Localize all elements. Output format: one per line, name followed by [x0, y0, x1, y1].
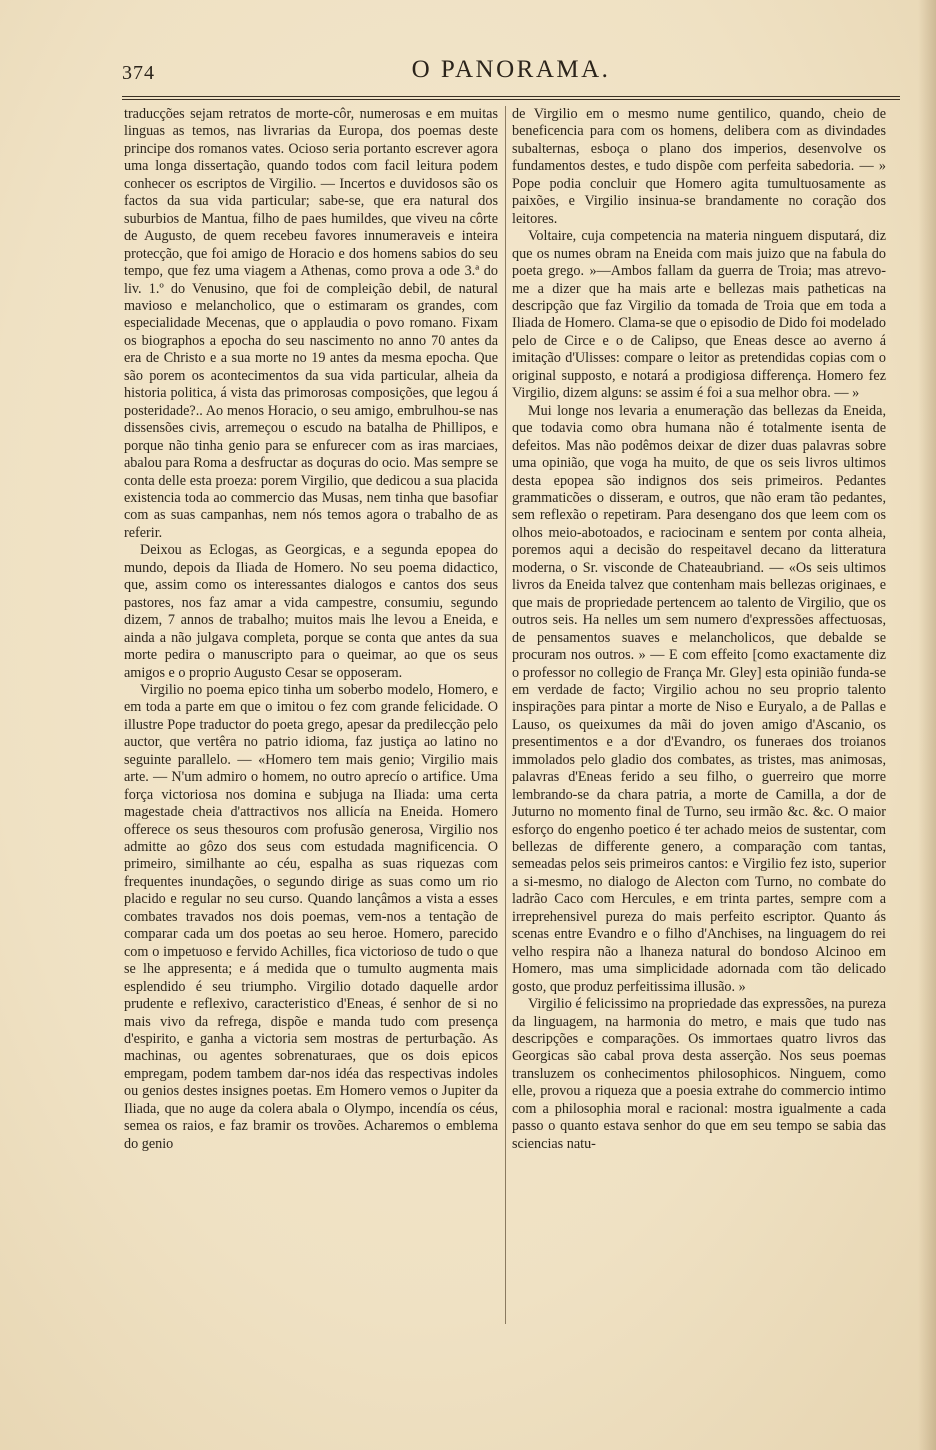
- paragraph: Virgilio é felicissimo na propriedade das expressões, na pureza da linguagem, na harmonia do metro, e mais que tudo nas descripções e comparações. Os immortaes quatro livros das Georgicas são cabal prova desta asserção. Nos seus poemas transluzem os conhecimentos philosophicos. Ninguem, como elle, provou a riqueza que a poesia extrahe do commercio intimo com a philosophia moral e racional: mostra igualmente a cada passo o quanto estava senhor do que em seu tempo se sabia das sciencias natu-: [512, 996, 886, 1152]
- right-column: [512, 106, 886, 1326]
- paragraph: Mui longe nos levaria a enumeração das bellezas da Eneida, que todavia como obra humana não é totalmente isenta de defeitos. Mas não podêmos deixar de dizer duas palavras sobre uma opinião, que voga ha muito, de que os seis livros ultimos desta epopea são indignos dos seis primeiros. Pedantes grammaticões o disseram, e outros, que não eram tão pedantes, sem reflexão o repetiram. Para desengano dos que leem com os olhos meio-abotoados, e raciocinam e sentem por conta alheia, poremos aqui a decisão do respeitavel decano da litteratura moderna, o Sr. visconde de Chateaubriand. — «Os seis ultimos livros da Eneida talvez que contenham mais bellezas originaes, e que mais de propriedade pertencem ao talento de Virgilio, que os outros seis. Ha nelles um sem numero d'expressões affectuosas, de pensamentos suaves e melancholicos, que debalde se procuram nos outros. » — E com effeito [como exactamente diz o professor no collegio de França Mr. Gley] esta opinião funda-se em verdade de facto; Virgilio achou no seu proprio talento inspirações para pintar a morte de Niso e Euryalo, a de Pallas e Lauso, os queixumes da mãi do joven amigo d'Ascanio, os presentimentos e a dor d'Evandro, os funeraes dos troianos immolados pelo gladio dos combates, as tristes, mas animosas, palavras d'Eneas ferido a seu filho, o guerreiro que morre lembrando-se da chara patria, a morte de Camilla, a dor de Juturno no momento final de Turno, seu irmão &c. &c. O maior esforço do engenho poetico é ter achado meios de sustentar, com bellezas de differente genero, a comparação com tantas, semeadas pelos seis primeiros cantos: e Virgilio fez isto, superior a si-mesmo, no dialogo de Alecton com Turno, no combate do ladrão Caco com Hercules, e em trinta partes, sempre com a irreprehensivel pureza do mais perfeito escriptor. Quanto ás scenas entre Evandro e o filho d'Anchises, na linguagem do rei velho respira não a lhaneza natural do bondoso Alcinoo em Homero, mas uma simplicidade adornada com tão delicado gosto, que produz perfeitissima illusão. »: [512, 402, 886, 995]
- page-header: [122, 56, 900, 90]
- left-column: [124, 106, 498, 1326]
- header-rule: [122, 96, 900, 100]
- paragraph: de Virgilio em o mesmo nume gentilico, quando, cheio de beneficencia para com os homens, delibera com as divindades subalternas, esboça o plano dos imperios, desenvolve os fundamentos destes, e tudo dispõe com perfeita sabedoria. — » Pope podia concluir que Homero agita tumultuosamente as paixões, e Virgilio insinua-se brandamente no coração dos leitores.: [512, 106, 886, 227]
- paragraph: Deixou as Eclogas, as Georgicas, e a segunda epopea do mundo, depois da Iliada de Homero. No seu poema didactico, que, assim como os interessantes dialogos e cantos dos seus pastores, nos faz amar a vida campestre, consumiu, segundo dizem, 7 annos de trabalho; muitos mais lhe levou a Eneida, e ainda a não julgava completa, porque se conta que antes da sua morte pedira o manuscripto para o queimar, ao que os seus amigos e o proprio Augusto Cesar se opposeram.: [124, 542, 498, 681]
- page-number: 374: [122, 62, 155, 84]
- paragraph: Virgilio no poema epico tinha um soberbo modelo, Homero, e em toda a parte em que o imitou o fez com grande felicidade. O illustre Pope traductor do poeta grego, apesar da predilecção pelo auctor, que vertêra no patrio idioma, faz justiça ao latino no seguinte parallelo. — «Homero tem mais genio; Virgilio mais arte. — N'um admiro o homem, no outro aprecío o artifice. Uma força victoriosa nos domina e subjuga na Iliada: uma certa magestade cheia d'attractivos nos allicía na Eneida. Homero offerece os seus thesouros com profusão generosa, Virgilio nos admitte ao gôzo dos seus com estudada magnificencia. O primeiro, similhante ao céu, espalha as suas riquezas com frequentes inundações, o segundo dirige as suas como um rio placido e regular no seu curso. Quando lançâmos a vista a esses combates travados nos dois poemas, vem-nos a tentação de comparar cada um dos poetas ao seu heroe. Homero, parecido com o impetuoso e fervido Achilles, fica victorioso de tudo o que se lhe appresenta; e á medida que o tumulto augmenta mais esplendido é seu triumpho. Virgilio dotado daquelle ardor prudente e reflexivo, caracteristico d'Eneas, é senhor de si no mais vivo da refrega, dispõe e manda tudo com presença d'espirito, e ganha a victoria sem mostras de perturbação. As machinas, ou agentes sobrenaturaes, que os dois epicos empregam, podem tambem dar-nos idéa das respectivas indoles ou genios destes insignes poetas. Em Homero vemos o Jupiter da Iliada, que no auge da colera abala o Olympo, incendía os céus, semea os raios, e faz bramir os trovões. Acharemos o emblema do genio: [124, 681, 498, 1152]
- column-divider: [505, 106, 506, 1324]
- page-edge-shadow: [918, 0, 936, 1450]
- paragraph: traducções sejam retratos de morte-côr, numerosas e em muitas linguas as temos, nas livrarias da Europa, dos poemas deste principe dos romanos vates. Ocioso seria portanto escrever agora uma longa dissertação, quando todos com facil leitura podem conhecer os escriptos de Virgilio. — Incertos e duvidosos são os factos da sua vida particular; sabe-se, que era natural dos suburbios de Mantua, filho de paes humildes, que viveu na côrte de Augusto, de quem recebeu favores innumeraveis e inteira protecção, que foi amigo de Horacio e dos homens sabios do seu tempo, que fez uma viagem a Athenas, como prova a ode 3.ª do liv. 1.º do Venusino, que foi de compleição debil, de natural mavioso e melancholico, que o estimaram os grandes, com especialidade Mecenas, que o applaudia o povo romano. Fixam os biographos a epocha do seu nascimento no anno 70 antes da era de Christo e a sua morte no 19 antes da mesma epocha. Que são porem os acontecimentos da sua vida particular, alheia da historia politica, á vista das primorosas composições, que legou á posteridade?.. Ao menos Horacio, o seu amigo, embrulhou-se nas dissensões civis, arremeçou o escudo na batalha de Phillipos, e porque não tinha genio para se enfurecer com as iras marciaes, abalou para Roma a desfructar as doçuras do ocio. Mas sempre se conta delle esta proeza: porem Virgilio, que dedicou a sua placida existencia toda ao commercio das Musas, nem tinha que basofiar com as suas campanhas, nem nós temos agora o trabalho de as referir.: [124, 106, 498, 541]
- journal-title: O PANORAMA.: [411, 56, 611, 83]
- paragraph: Voltaire, cuja competencia na materia ninguem disputará, diz que os numes obram na Eneida com mais juizo que na fabula do poeta grego. »—Ambos fallam da guerra de Troia; mas atrevo-me a dizer que ha mais arte e bellezas mais patheticas na descripção que faz Virgilio da tomada de Troia que em toda a Iliada de Homero. Clama-se que o episodio de Dido foi modelado pelo de Circe e o de Calipso, que Eneas desce ao averno á imitação d'Ulisses: compare o leitor as pretendidas copias com o original supposto, e notará a prodigiosa differença. Homero fez Virgilio, dizem alguns: se assim é foi a sua melhor obra. — »: [512, 228, 886, 402]
